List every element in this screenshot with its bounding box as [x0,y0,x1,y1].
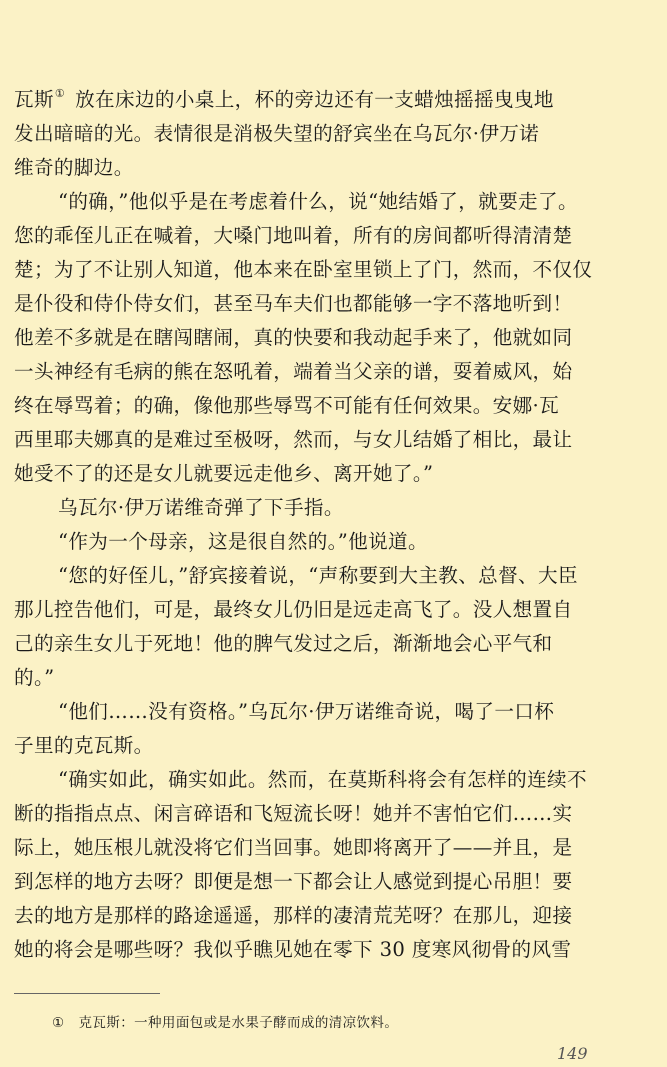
text-line: 您的乖侄儿正在喊着，大嗓门地叫着，所有的房间都听得清清楚 [14,224,573,247]
text-line: “的确，”他似乎是在考虑着什么，说“她结婚了，就要走了。 [58,190,578,213]
text-line: 到怎样的地方去呀？即便是想一下都会让人感觉到提心吊胆！要 [14,870,573,893]
text-fragment: 放在床边的小桌上，杯的旁边还有一支蜡烛摇摇曳曳地 [75,88,554,111]
text-line: 终在辱骂着；的确，像他那些辱骂不可能有任何效果。安娜·瓦 [14,394,560,417]
text-line [14,83,554,117]
text-line: 己的亲生女儿于死地！他的脾气发过之后，渐渐地会心平气和 [14,632,553,655]
text-line: 西里耶夫娜真的是难过至极呀，然而，与女儿结婚了相比，最让 [14,428,573,451]
text-line: “作为一个母亲，这是很自然的。”他说道。 [58,530,428,553]
text-line: 际上，她压根儿就没将它们当回事。她即将离开了——并且，是 [14,836,573,859]
text-line: 的。” [14,666,55,689]
text-line: 他差不多就是在瞎闯瞎闹，真的快要和我动起手来了，他就如同 [14,326,573,349]
footnote [52,1012,398,1034]
footnote-marker: ① [52,1015,65,1031]
text-line: “确实如此，确实如此。然而，在莫斯科将会有怎样的连续不 [58,768,587,791]
text-line: 子里的克瓦斯。 [14,734,154,757]
text-line: 是仆役和侍仆侍女们，甚至马车夫们也都能够一字不落地听到！ [14,292,573,315]
page-number: 149 [557,1044,588,1063]
text-line: 她受不了的还是女儿就要远走他乡、离开她了。” [14,462,434,485]
text-line: 那儿控告他们，可是，最终女儿仍旧是远走高飞了。没人想置自 [14,598,573,621]
text-line: 维奇的脚边。 [14,156,134,179]
footnote-reference[interactable]: ① [54,87,66,100]
text-line: 一头神经有毛病的熊在怒吼着，端着当父亲的谱，耍着威风，始 [14,360,573,383]
text-line: 断的指指点点、闲言碎语和飞短流长呀！她并不害怕它们……实 [14,802,573,825]
text-line: “他们……没有资格。”乌瓦尔·伊万诺维奇说，喝了一口杯 [58,700,555,723]
text-fragment: 瓦斯 [14,88,54,111]
text-line: 去的地方是那样的路途遥遥，那样的凄清荒芜呀？在那儿，迎接 [14,904,573,927]
text-line: “您的好侄儿，”舒宾接着说，“声称要到大主教、总督、大臣 [58,564,578,587]
text-line: 发出暗暗的光。表情很是消极失望的舒宾坐在乌瓦尔·伊万诺 [14,122,540,145]
text-line: 她的将会是哪些呀？我似乎瞧见她在零下 30 度寒风彻骨的风雪 [14,938,572,961]
footnote-divider [14,993,160,994]
text-line: 楚；为了不让别人知道，他本来在卧室里锁上了门，然而，不仅仅 [14,258,593,281]
text-line: 乌瓦尔·伊万诺维奇弹了下手指。 [58,496,344,519]
footnote-text: 克瓦斯：一种用面包或是水果子酵而成的清凉饮料。 [78,1015,399,1031]
